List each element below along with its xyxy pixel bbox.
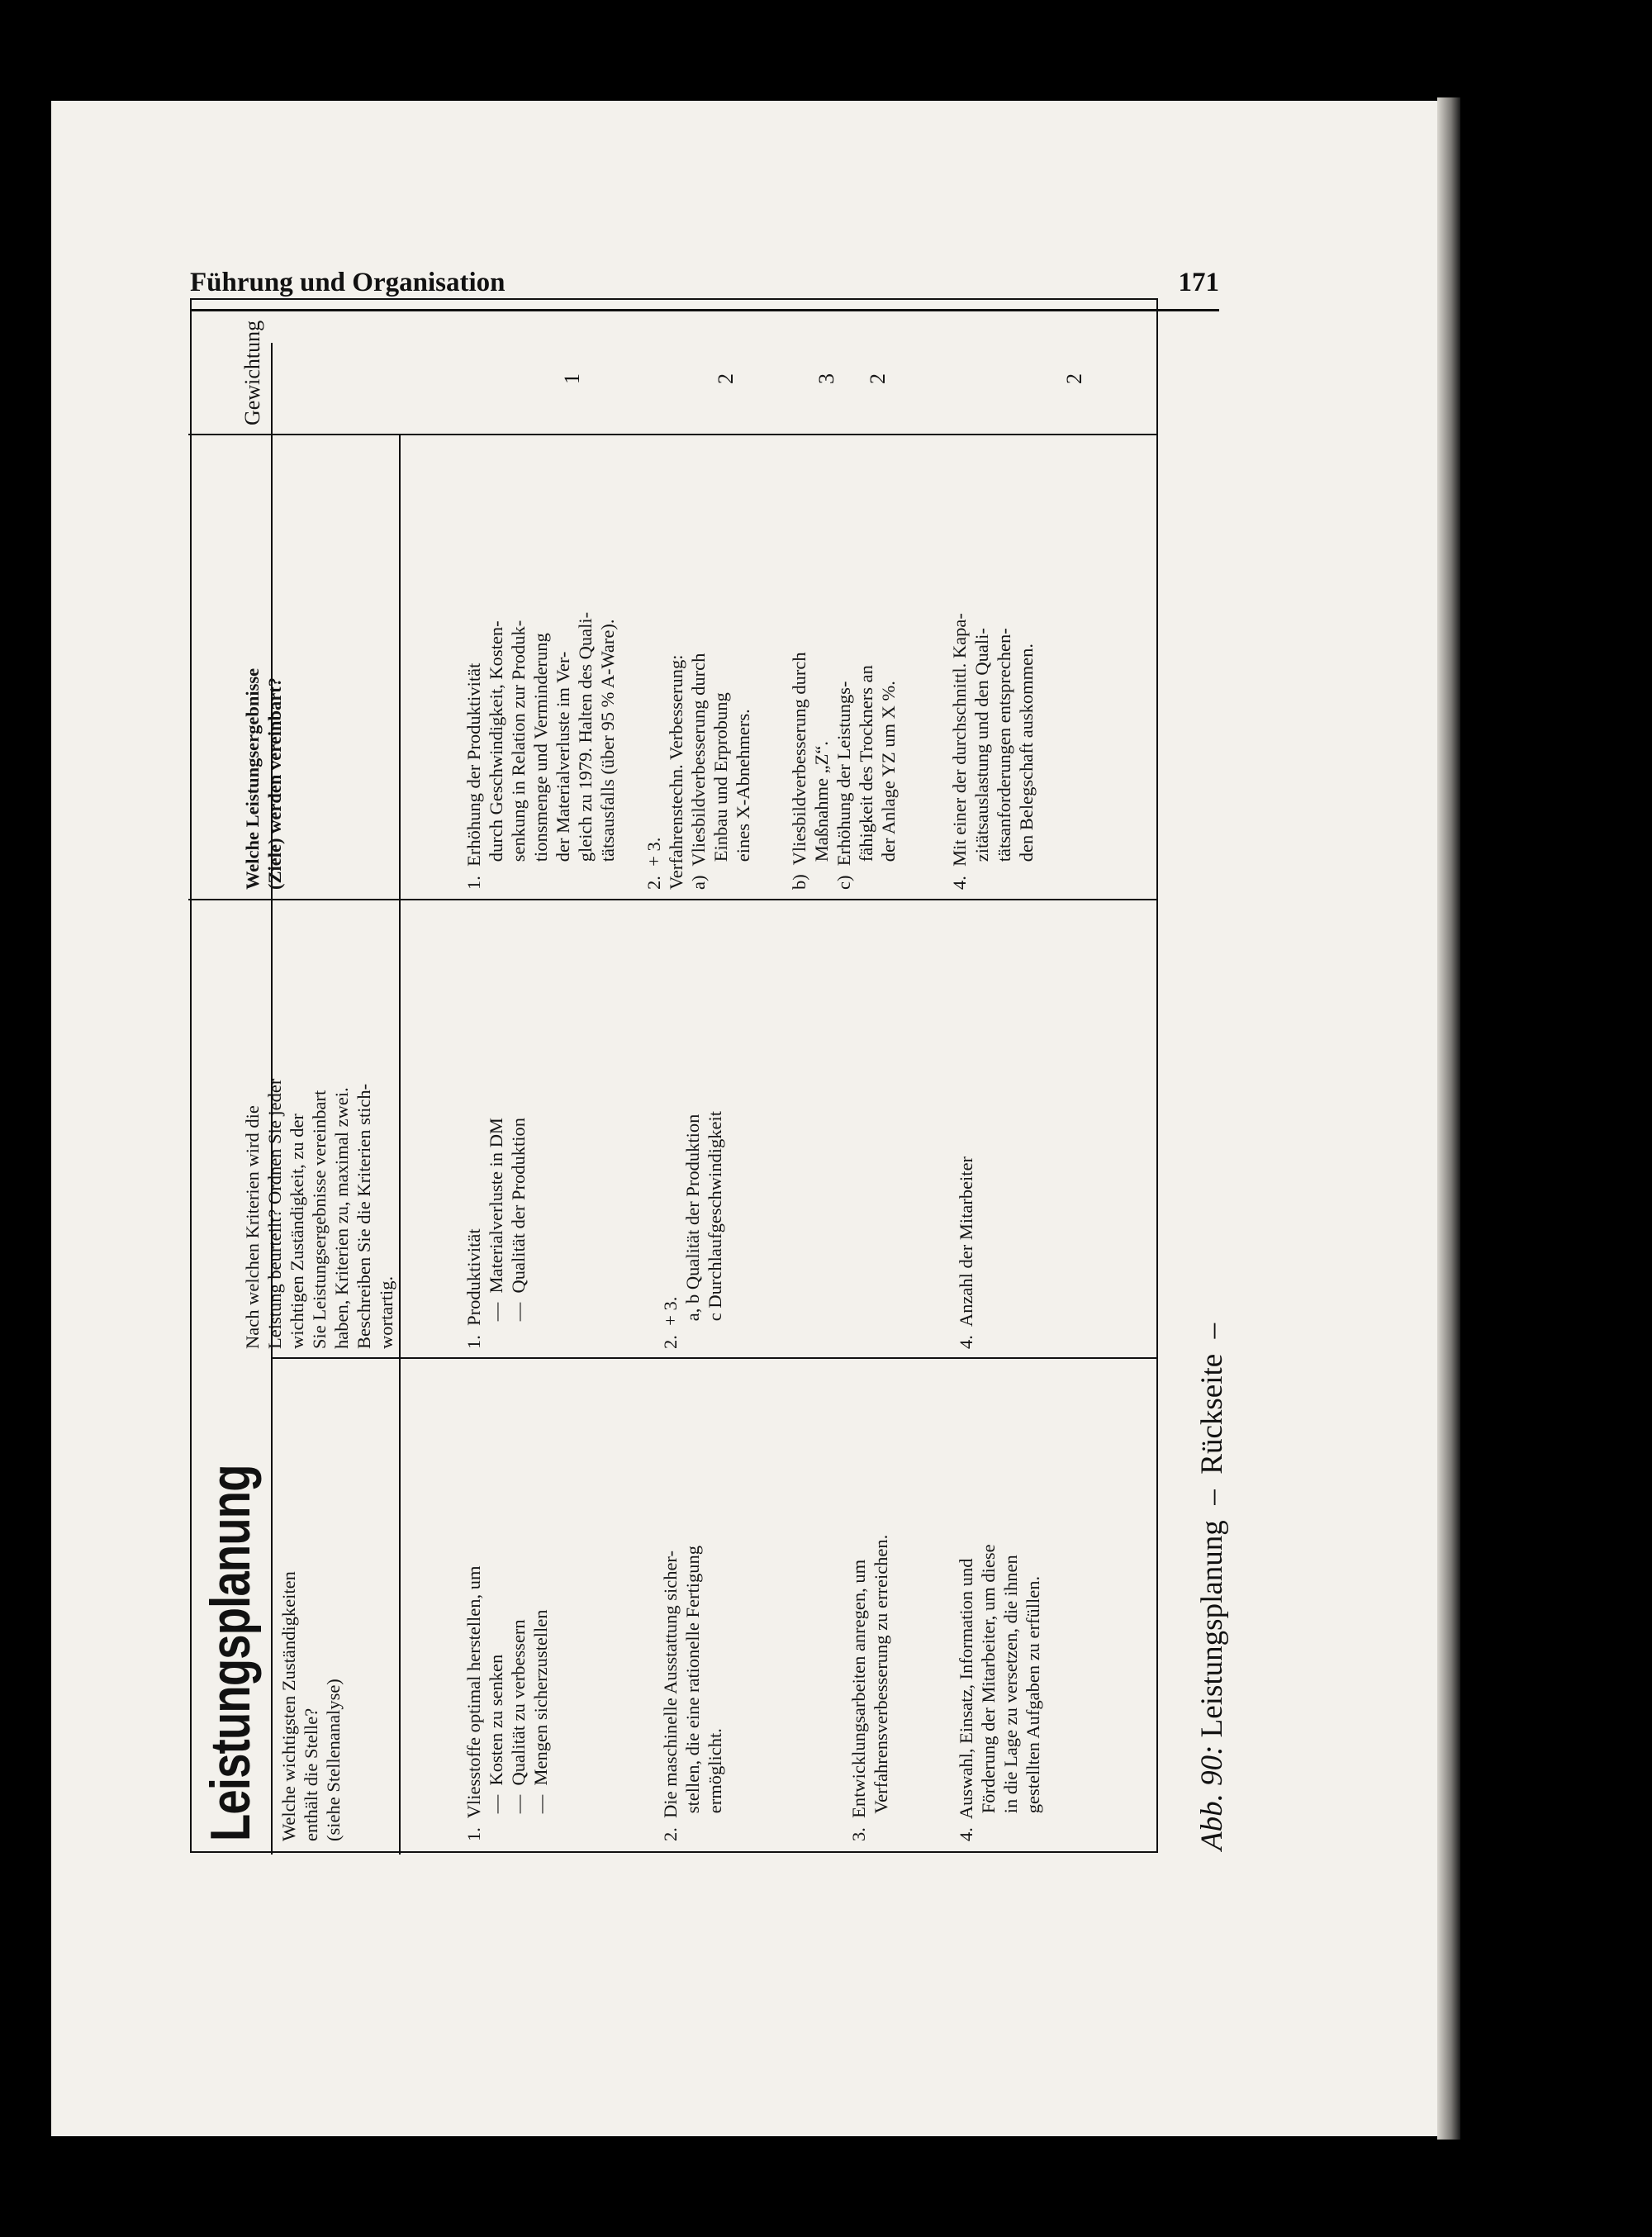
gewichtung-4: 2 — [866, 373, 890, 384]
ziel-2-3: 2. + 3. Verfahrenstechn. Verbesserung: a) Vliesbildverbesserung durch Einbau und Erprobung eines X-Abnehmers. — [643, 653, 753, 890]
ziel-4: 4. Mit einer der durchschnittl. Kapa- zitätsauslastung und den Quali- tätsanforderungen entsprechen- den Belegschaft auskommen. — [949, 613, 1037, 890]
zustaendigkeit-4: 4. Auswahl, Einsatz, Information und Förderung der Mitarbeiter, um diese in die Lage zu versetzen, die ihnen gestellten Aufgaben zu erfüllen. — [956, 1544, 1043, 1841]
gewichtung-1: 1 — [560, 373, 584, 384]
column-divider — [188, 899, 1156, 900]
header-separator — [399, 900, 401, 1855]
zustaendigkeit-3: 3. Entwicklungsarbeiten anregen, um Verfahrensverbesserung zu erreichen. — [848, 1534, 891, 1841]
figure-text: Leistungsplanung – Rückseite – — [1195, 1323, 1229, 1745]
gewichtung-3: 3 — [814, 373, 838, 384]
kriterium-4: 4. Anzahl der Mitarbeiter — [956, 1156, 976, 1349]
page-number: 171 — [1178, 268, 1219, 297]
ziel-1: 1. Erhöhung der Produktivität durch Geschwindigkeit, Kosten- senkung in Relation zur Produk- tionsmenge und Verminderung der Materialverluste im Ver- gleich zu 1979. Halten des Quali- tätsausfalls (über 95 % A-Ware). — [463, 611, 618, 890]
header-separator — [399, 435, 401, 899]
zustaendigkeit-1: 1. Vliesstoffe optimal herstellen, um — Kosten zu senken — Qualität zu verbessern — Mengen sicherzustellen — [463, 1565, 551, 1841]
column-divider — [271, 1357, 1156, 1359]
leistungsplanung-form — [188, 293, 1165, 1855]
column-divider — [188, 434, 1156, 435]
running-title: Führung und Organisation — [190, 268, 506, 297]
kriterium-1: 1. Produktivität — Materialverluste in DM — Qualität der Produktion — [463, 1118, 529, 1349]
form-title: Leistungsplanung — [199, 1465, 262, 1841]
zustaendigkeit-2: 2. Die maschinelle Ausstattung sicher- stellen, die eine rationelle Fertigung ermöglicht. — [660, 1545, 725, 1841]
column-header-zustaendigkeiten: Welche wichtigsten Zuständigkeiten enthält die Stelle? (siehe Stellenanalyse) — [278, 1571, 344, 1841]
gewichtung-2: 2 — [714, 373, 738, 384]
column-header-kriterien: Nach welchen Kriterien wird die Leistung beurteilt? Ordnen Sie jeder wichtigen Zuständigkeit, zu der Sie Leistungsergebnisse vereinbart haben, Kriterien zu, maximal zwei. Beschreiben Sie die Kriterien stich- wortartig. — [242, 1078, 396, 1349]
kriterium-2-3: 2. + 3. a, b Qualität der Produktion c Durchlaufgeschwindigkeit — [660, 1110, 725, 1349]
column-header-gewichtung: Gewichtung — [240, 320, 264, 425]
gewichtung-5: 2 — [1062, 373, 1086, 384]
ziel-2-3-b-c: b) Vliesbildverbesserung durch Maßnahme „Z“. c) Erhöhung der Leistungs- fähigkeit des Trockners an der Anlage YZ um X %. — [789, 652, 899, 890]
page-edge-shadow — [1437, 97, 1460, 2140]
column-header-ziele: Welche Leistungsergebnisse (Ziele) werden vereinbart? — [242, 667, 285, 890]
figure-caption — [1194, 859, 1236, 1850]
figure-label: Abb. 90: — [1195, 1745, 1229, 1850]
